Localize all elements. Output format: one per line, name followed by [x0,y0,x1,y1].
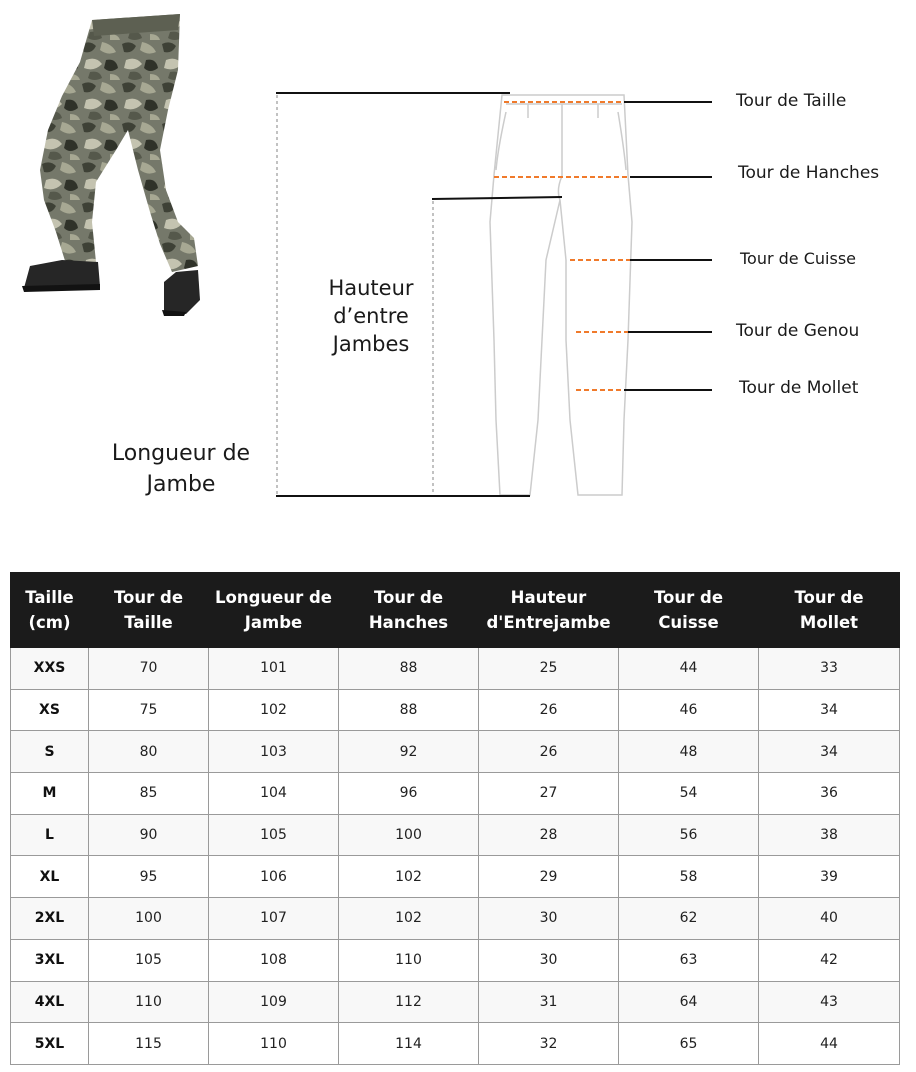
header-line: Mollet [799,613,859,632]
size-cell: M [11,773,89,815]
table-row [11,856,900,898]
tour-de-hanches-cell: 102 [339,856,479,898]
hauteur-entrejambe-cell: 32 [479,1023,619,1065]
label-tour-de-genou: Tour de Genou [736,321,860,341]
tour-de-hanches-cell: 114 [339,1023,479,1065]
header-line: Tour de [373,588,444,607]
table-row [11,648,900,690]
tour-de-hanches-cell: 88 [339,689,479,731]
hauteur-entrejambe-cell: 29 [479,856,619,898]
longueur-de-jambe-cell: 109 [209,981,339,1023]
size-cell: 3XL [11,939,89,981]
header-line: Longueur de [215,588,332,607]
label-tour-de-cuisse: Tour de Cuisse [740,249,857,268]
label-leg-length-line-2: Jambe [146,472,216,497]
table-row [11,1023,900,1065]
longueur-de-jambe-cell: 106 [209,856,339,898]
tour-de-cuisse-cell: 64 [619,981,759,1023]
tour-de-taille-cell: 100 [89,898,209,940]
tour-de-mollet-cell: 40 [759,898,900,940]
hauteur-entrejambe-cell: 26 [479,689,619,731]
header-line: Cuisse [658,613,719,632]
tour-de-hanches-cell: 92 [339,731,479,773]
header-line: Hauteur [510,588,587,607]
header-tour-de-hanches [339,573,479,648]
tour-de-cuisse-cell: 58 [619,856,759,898]
header-line: (cm) [28,613,71,632]
tour-de-taille-cell: 105 [89,939,209,981]
tour-de-cuisse-cell: 63 [619,939,759,981]
header-line: Tour de [113,588,184,607]
tour-de-hanches-cell: 96 [339,773,479,815]
tour-de-cuisse-cell: 62 [619,898,759,940]
hauteur-entrejambe-cell: 30 [479,939,619,981]
table-row [11,689,900,731]
table-row [11,773,900,815]
table-row [11,981,900,1023]
tour-de-taille-cell: 75 [89,689,209,731]
table-body [11,648,900,1065]
tour-de-taille-cell: 115 [89,1023,209,1065]
tour-de-taille-cell: 90 [89,814,209,856]
label-inseam [306,274,436,358]
header-line: Taille [25,588,74,607]
tour-de-taille-cell: 80 [89,731,209,773]
label-tour-de-hanches: Tour de Hanches [738,163,880,183]
longueur-de-jambe-cell: 107 [209,898,339,940]
label-leg-length [96,438,266,500]
longueur-de-jambe-cell: 102 [209,689,339,731]
tour-de-hanches-cell: 110 [339,939,479,981]
header-line: Hanches [368,613,449,632]
tour-de-hanches-cell: 100 [339,814,479,856]
tour-de-hanches-cell: 102 [339,898,479,940]
hauteur-entrejambe-cell: 26 [479,731,619,773]
tour-de-hanches-cell: 112 [339,981,479,1023]
size-cell: L [11,814,89,856]
size-cell: 4XL [11,981,89,1023]
tour-de-cuisse-cell: 65 [619,1023,759,1065]
label-tour-de-mollet: Tour de Mollet [739,378,859,398]
table-header [11,573,900,648]
longueur-de-jambe-cell: 108 [209,939,339,981]
tour-de-taille-cell: 70 [89,648,209,690]
hauteur-entrejambe-cell: 31 [479,981,619,1023]
longueur-de-jambe-cell: 105 [209,814,339,856]
header-tour-de-taille [89,573,209,648]
tour-de-mollet-cell: 34 [759,689,900,731]
header-longueur-de-jambe [209,573,339,648]
hauteur-entrejambe-cell: 27 [479,773,619,815]
tour-de-mollet-cell: 38 [759,814,900,856]
tour-de-mollet-cell: 43 [759,981,900,1023]
tour-de-cuisse-cell: 44 [619,648,759,690]
tour-de-cuisse-cell: 54 [619,773,759,815]
header-line: Tour de [653,588,724,607]
tour-de-mollet-cell: 44 [759,1023,900,1065]
table-row [11,814,900,856]
header-line: d'Entrejambe [486,613,611,632]
table-row [11,939,900,981]
header-line: Taille [124,613,173,632]
tour-de-mollet-cell: 36 [759,773,900,815]
size-cell: S [11,731,89,773]
tour-de-taille-cell: 95 [89,856,209,898]
hauteur-entrejambe-cell: 25 [479,648,619,690]
tour-de-cuisse-cell: 48 [619,731,759,773]
header-tour-de-cuisse [619,573,759,648]
table-row [11,898,900,940]
tour-de-mollet-cell: 42 [759,939,900,981]
size-cell: 2XL [11,898,89,940]
hauteur-entrejambe-cell: 28 [479,814,619,856]
tour-de-cuisse-cell: 46 [619,689,759,731]
size-cell: 5XL [11,1023,89,1065]
header-line: Tour de [794,588,864,607]
longueur-de-jambe-cell: 104 [209,773,339,815]
header-row [11,573,900,648]
tour-de-cuisse-cell: 56 [619,814,759,856]
label-leg-length-line-1: Longueur de [111,441,251,466]
size-cell: XL [11,856,89,898]
size-cell: XXS [11,648,89,690]
label-inseam-line-1: Hauteur [328,276,414,300]
header-taille [11,573,89,648]
tour-de-mollet-cell: 34 [759,731,900,773]
pants-outline [490,95,632,495]
longueur-de-jambe-cell: 101 [209,648,339,690]
label-inseam-line-2: d’entre [333,304,409,328]
table-row [11,731,900,773]
longueur-de-jambe-cell: 103 [209,731,339,773]
label-tour-de-taille: Tour de Taille [736,91,847,111]
longueur-de-jambe-cell: 110 [209,1023,339,1065]
tour-de-taille-cell: 85 [89,773,209,815]
header-hauteur-entrejambe [479,573,619,648]
tour-de-mollet-cell: 33 [759,648,900,690]
hauteur-entrejambe-cell: 30 [479,898,619,940]
tour-de-taille-cell: 110 [89,981,209,1023]
size-table [10,572,900,1065]
header-line: Jambe [244,613,303,632]
camo-pants-photo [22,14,200,316]
header-tour-de-mollet [759,573,900,648]
label-inseam-line-3: Jambes [332,332,410,356]
tour-de-hanches-cell: 88 [339,648,479,690]
size-cell: XS [11,689,89,731]
tour-de-mollet-cell: 39 [759,856,900,898]
